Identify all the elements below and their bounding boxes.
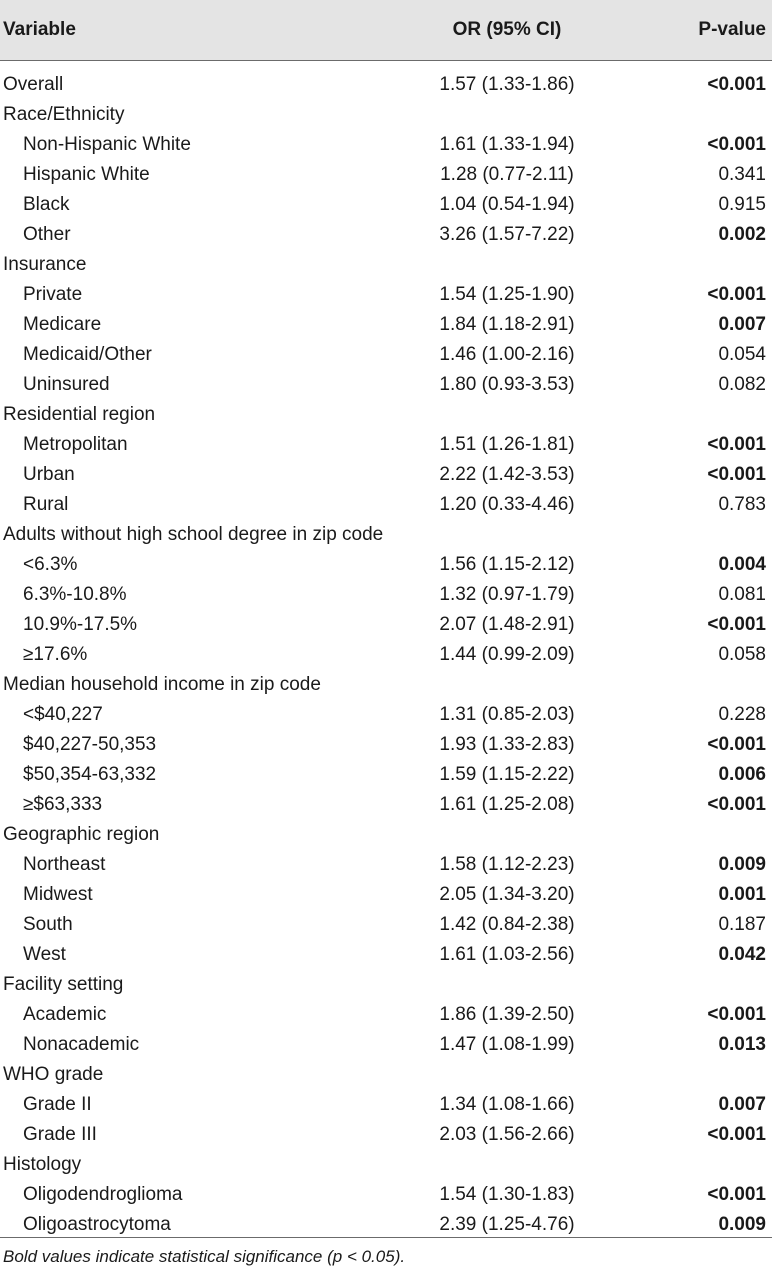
or-cell: 1.47 (1.08-1.99)	[439, 1034, 575, 1055]
category-label: Facility setting	[3, 974, 124, 995]
variable-cell: Nonacademic	[23, 1034, 140, 1055]
variable-cell: Grade II	[23, 1094, 92, 1115]
or-cell: 1.61 (1.25-2.08)	[439, 794, 575, 815]
table-row	[0, 430, 772, 460]
or-cell: 2.05 (1.34-3.20)	[439, 884, 575, 905]
p-value-cell: <0.001	[707, 434, 766, 455]
p-value-cell: 0.081	[718, 584, 766, 605]
p-value-cell: 0.013	[718, 1034, 766, 1055]
table-footnote: Bold values indicate statistical significance (p < 0.05).	[3, 1247, 406, 1266]
table-row	[0, 1000, 772, 1030]
table-row	[0, 580, 772, 610]
or-cell: 1.20 (0.33-4.46)	[439, 494, 575, 515]
p-value-cell: <0.001	[707, 734, 766, 755]
table-body	[0, 70, 772, 1240]
p-value-cell: 0.054	[718, 344, 766, 365]
table-row	[0, 280, 772, 310]
variable-cell: Grade III	[23, 1124, 97, 1145]
or-cell: 1.46 (1.00-2.16)	[439, 344, 575, 365]
category-label: Insurance	[3, 254, 87, 275]
or-cell: 1.56 (1.15-2.12)	[439, 554, 575, 575]
or-cell: 1.34 (1.08-1.66)	[439, 1094, 575, 1115]
or-cell: 1.54 (1.25-1.90)	[439, 284, 575, 305]
table-row	[0, 550, 772, 580]
variable-cell: Private	[23, 284, 83, 305]
variable-cell: $40,227-50,353	[23, 734, 157, 755]
or-cell: 1.86 (1.39-2.50)	[439, 1004, 575, 1025]
p-value-cell: 0.009	[718, 854, 766, 875]
table-row	[0, 490, 772, 520]
table-row	[0, 610, 772, 640]
category-label: Median household income in zip code	[3, 674, 321, 695]
p-value-cell: 0.783	[718, 494, 766, 515]
category-label: Race/Ethnicity	[3, 104, 125, 125]
p-value-cell: <0.001	[707, 464, 766, 485]
p-value-cell: <0.001	[707, 1184, 766, 1205]
or-cell: 1.44 (0.99-2.09)	[439, 644, 575, 665]
table-row	[0, 310, 772, 340]
or-cell: 1.51 (1.26-1.81)	[439, 434, 575, 455]
variable-cell: Oligodendroglioma	[23, 1184, 183, 1205]
table-row	[0, 1090, 772, 1120]
p-value-cell: <0.001	[707, 794, 766, 815]
table-header-row	[0, 0, 772, 61]
table-row	[0, 880, 772, 910]
category-label: Histology	[3, 1154, 82, 1175]
table-row	[0, 760, 772, 790]
category-label: Residential region	[3, 404, 156, 425]
table-row	[0, 340, 772, 370]
category-label: WHO grade	[3, 1064, 104, 1085]
or-cell: 1.58 (1.12-2.23)	[439, 854, 575, 875]
p-value-cell: 0.009	[718, 1214, 766, 1235]
p-value-cell: <0.001	[707, 1004, 766, 1025]
table-row	[0, 160, 772, 190]
or-cell: 1.59 (1.15-2.22)	[439, 764, 575, 785]
p-value-cell: 0.007	[718, 314, 766, 335]
variable-cell: Overall	[3, 74, 64, 95]
category-row	[0, 970, 772, 1000]
variable-cell: Other	[23, 224, 71, 245]
or-cell: 1.28 (0.77-2.11)	[440, 164, 574, 185]
p-value-cell: 0.042	[718, 944, 766, 965]
p-value-cell: 0.082	[718, 374, 766, 395]
variable-cell: ≥17.6%	[23, 644, 88, 665]
variable-cell: Northeast	[23, 854, 106, 875]
variable-cell: Medicare	[23, 314, 102, 335]
or-cell: 1.57 (1.33-1.86)	[439, 74, 575, 95]
variable-cell: West	[23, 944, 66, 965]
variable-cell: South	[23, 914, 73, 935]
variable-cell: 6.3%-10.8%	[23, 584, 127, 605]
table-row	[0, 130, 772, 160]
or-cell: 1.80 (0.93-3.53)	[439, 374, 575, 395]
or-cell: 1.84 (1.18-2.91)	[439, 314, 575, 335]
category-row	[0, 400, 772, 430]
or-cell: 2.07 (1.48-2.91)	[439, 614, 575, 635]
category-row	[0, 250, 772, 280]
category-label: Geographic region	[3, 824, 160, 845]
or-cell: 1.04 (0.54-1.94)	[439, 194, 575, 215]
variable-cell: 10.9%-17.5%	[23, 614, 138, 635]
or-cell: 1.93 (1.33-2.83)	[439, 734, 575, 755]
variable-cell: Midwest	[23, 884, 93, 905]
or-cell: 2.39 (1.25-4.76)	[439, 1214, 575, 1235]
table-row	[0, 1120, 772, 1150]
table-row	[0, 940, 772, 970]
variable-cell: Rural	[23, 494, 69, 515]
table-row	[0, 70, 772, 100]
variable-cell: <6.3%	[23, 554, 78, 575]
variable-cell: Urban	[23, 464, 75, 485]
p-value-cell: 0.341	[718, 164, 766, 185]
p-value-cell: 0.004	[718, 554, 766, 575]
p-value-cell: <0.001	[707, 1124, 766, 1145]
or-cell: 1.32 (0.97-1.79)	[439, 584, 575, 605]
category-row	[0, 520, 772, 550]
table-row	[0, 700, 772, 730]
category-row	[0, 670, 772, 700]
or-cell: 2.22 (1.42-3.53)	[439, 464, 575, 485]
table-row	[0, 190, 772, 220]
p-value-cell: 0.006	[718, 764, 766, 785]
table-bottom-rule	[0, 1237, 772, 1238]
p-value-cell: 0.228	[718, 704, 766, 725]
p-value-cell: 0.187	[718, 914, 766, 935]
variable-cell: Academic	[23, 1004, 107, 1025]
table-row	[0, 910, 772, 940]
or-cell: 1.54 (1.30-1.83)	[439, 1184, 575, 1205]
category-row	[0, 1150, 772, 1180]
table-row	[0, 1210, 772, 1240]
table-row	[0, 640, 772, 670]
p-value-cell: 0.001	[718, 884, 766, 905]
variable-cell: Oligoastrocytoma	[23, 1214, 171, 1235]
header-variable: Variable	[3, 19, 76, 40]
variable-cell: Uninsured	[23, 374, 110, 395]
p-value-cell: 0.002	[718, 224, 766, 245]
table-row	[0, 370, 772, 400]
or-cell: 3.26 (1.57-7.22)	[439, 224, 575, 245]
p-value-cell: <0.001	[707, 74, 766, 95]
variable-cell: Non-Hispanic White	[23, 134, 191, 155]
category-row	[0, 1060, 772, 1090]
category-row	[0, 100, 772, 130]
p-value-cell: <0.001	[707, 284, 766, 305]
header-p-value: P-value	[698, 19, 766, 40]
or-cell: 1.61 (1.33-1.94)	[439, 134, 575, 155]
table-row	[0, 460, 772, 490]
table-row	[0, 1030, 772, 1060]
variable-cell: Metropolitan	[23, 434, 128, 455]
table-row	[0, 730, 772, 760]
variable-cell: ≥$63,333	[23, 794, 103, 815]
or-cell: 1.61 (1.03-2.56)	[439, 944, 575, 965]
variable-cell: Black	[23, 194, 70, 215]
table-row	[0, 790, 772, 820]
category-row	[0, 820, 772, 850]
variable-cell: Medicaid/Other	[23, 344, 152, 365]
variable-cell: <$40,227	[23, 704, 103, 725]
or-cell: 1.31 (0.85-2.03)	[439, 704, 575, 725]
p-value-cell: 0.058	[718, 644, 766, 665]
p-value-cell: <0.001	[707, 134, 766, 155]
category-label: Adults without high school degree in zip code	[3, 524, 384, 545]
p-value-cell: <0.001	[707, 614, 766, 635]
or-cell: 2.03 (1.56-2.66)	[439, 1124, 575, 1145]
variable-cell: Hispanic White	[23, 164, 150, 185]
variable-cell: $50,354-63,332	[23, 764, 157, 785]
table-row	[0, 850, 772, 880]
p-value-cell: 0.007	[718, 1094, 766, 1115]
table-row	[0, 220, 772, 250]
header-or: OR (95% CI)	[452, 19, 562, 40]
table-row	[0, 1180, 772, 1210]
or-cell: 1.42 (0.84-2.38)	[439, 914, 575, 935]
p-value-cell: 0.915	[718, 194, 766, 215]
